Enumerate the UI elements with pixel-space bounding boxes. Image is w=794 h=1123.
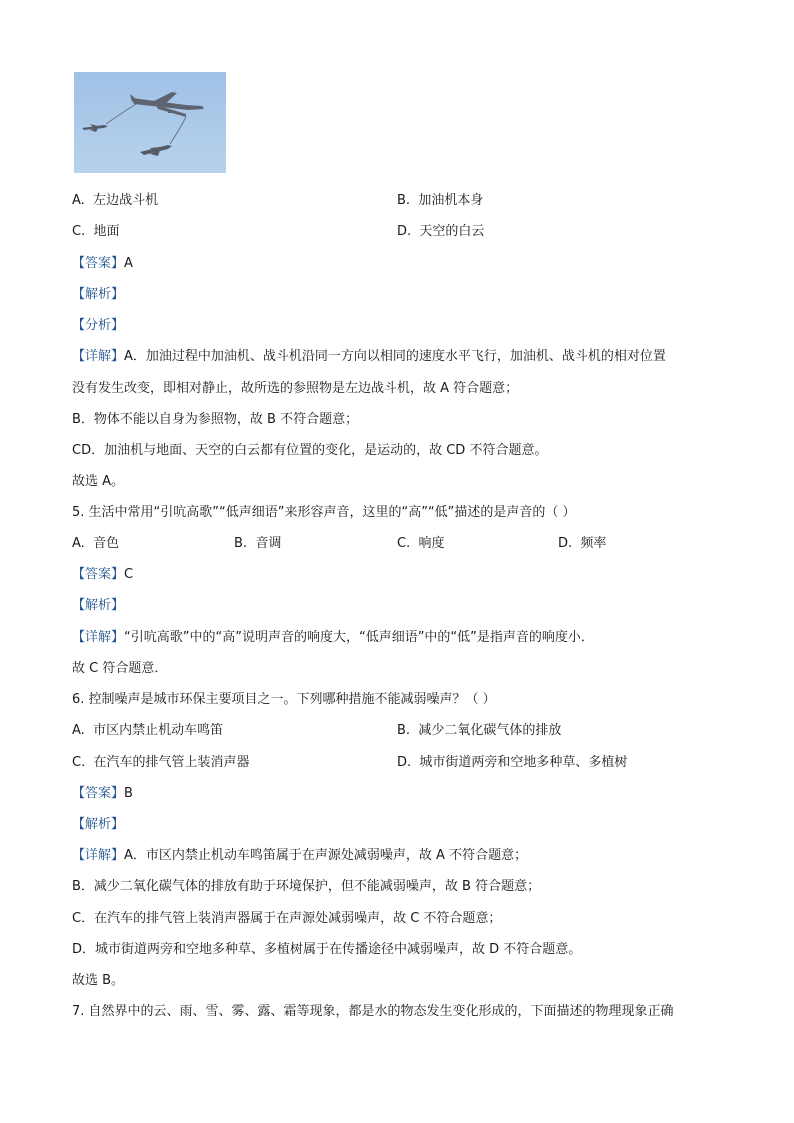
q6-detail-line-5: 故选 B。 bbox=[72, 973, 125, 988]
option-text: 音色 bbox=[93, 536, 120, 551]
q5-detail-line-2: 故 C 符合题意． bbox=[72, 661, 168, 676]
q6-detail-line-4: D．城市街道两旁和空地多种草、多植树属于在传播途径中减弱噪声，故 D 不符合题意。 bbox=[72, 942, 582, 957]
q5-option-c bbox=[397, 535, 445, 553]
option-text: 加油机本身 bbox=[418, 193, 484, 208]
q4-detail-line-1 bbox=[72, 348, 666, 366]
q6-option-b bbox=[397, 722, 561, 740]
option-text: 天空的白云 bbox=[419, 224, 485, 239]
q4-detail-line-5: 故选 A。 bbox=[72, 474, 125, 489]
q6-detail-line-2: B．减少二氧化碳气体的排放有助于环境保护，但不能减弱噪声，故 B 符合题意； bbox=[72, 879, 541, 894]
option-letter: B. bbox=[397, 193, 411, 208]
q6-question: 6. 控制噪声是城市环保主要项目之一。下列哪种措施不能减弱噪声？（ ） bbox=[72, 692, 496, 707]
option-text: 城市街道两旁和空地多种草、多植树 bbox=[419, 755, 628, 770]
q6-detail-line-1 bbox=[72, 847, 527, 865]
option-letter: B. bbox=[397, 723, 411, 738]
aerial-refueling-image bbox=[74, 72, 226, 173]
answer-tag: 【答案】 bbox=[72, 567, 125, 582]
option-letter: A. bbox=[72, 723, 85, 738]
detail-text: A．加油过程中加油机、战斗机沿同一方向以相同的速度水平飞行，加油机、战斗机的相对位置 bbox=[124, 349, 666, 364]
q4-option-c bbox=[72, 223, 120, 241]
option-letter: D. bbox=[558, 536, 573, 551]
detail-text: “引吭高歌”中的“高”说明声音的响度大，“低声细语”中的“低”是指声音的响度小． bbox=[124, 630, 594, 645]
q5-option-a bbox=[72, 535, 119, 553]
q5-option-b bbox=[234, 535, 281, 553]
q4-fenxi-tag: 【分析】 bbox=[72, 318, 125, 333]
q7-question: 7. 自然界中的云、雨、雪、雾、露、霜等现象，都是水的物态发生变化形成的，下面描述的物理现象正确 bbox=[72, 1004, 674, 1019]
q4-option-a bbox=[72, 192, 158, 210]
q6-option-a bbox=[72, 722, 223, 740]
answer-tag: 【答案】 bbox=[72, 256, 125, 271]
q4-option-b bbox=[397, 192, 483, 210]
option-text: 减少二氧化碳气体的排放 bbox=[418, 723, 562, 738]
detail-tag: 【详解】 bbox=[72, 630, 125, 645]
q4-option-d bbox=[397, 223, 484, 241]
option-letter: B. bbox=[234, 536, 248, 551]
option-letter: D. bbox=[397, 755, 412, 770]
q6-detail-line-3: C．在汽车的排气管上装消声器属于在声源处减弱噪声，故 C 不符合题意； bbox=[72, 911, 502, 926]
refueling-photo bbox=[74, 72, 226, 173]
q6-option-d bbox=[397, 754, 627, 772]
option-letter: C. bbox=[72, 755, 86, 770]
option-letter: C. bbox=[72, 224, 86, 239]
option-text: 市区内禁止机动车鸣笛 bbox=[93, 723, 224, 738]
q4-detail-line-4: CD．加油机与地面、天空的白云都有位置的变化，是运动的，故 CD 不符合题意。 bbox=[72, 443, 548, 458]
option-letter: D. bbox=[397, 224, 412, 239]
q5-question: 5. 生活中常用“引吭高歌”“低声细语”来形容声音，这里的“高”“低”描述的是声音的（ ） bbox=[72, 505, 576, 520]
option-letter: C. bbox=[397, 536, 411, 551]
option-text: 左边战斗机 bbox=[93, 193, 159, 208]
answer-value: A bbox=[124, 256, 133, 271]
q6-answer bbox=[72, 785, 133, 803]
q4-detail-line-3: B．物体不能以自身为参照物，故 B 不符合题意； bbox=[72, 412, 359, 427]
q6-option-c bbox=[72, 754, 250, 772]
detail-text: A．市区内禁止机动车鸣笛属于在声源处减弱噪声，故 A 不符合题意； bbox=[124, 848, 528, 863]
answer-tag: 【答案】 bbox=[72, 786, 125, 801]
detail-tag: 【详解】 bbox=[72, 349, 125, 364]
detail-tag: 【详解】 bbox=[72, 848, 125, 863]
answer-value: C bbox=[124, 567, 134, 582]
q5-analysis-tag: 【解析】 bbox=[72, 598, 125, 613]
option-text: 响度 bbox=[418, 536, 445, 551]
option-text: 音调 bbox=[255, 536, 282, 551]
answer-value: B bbox=[124, 786, 133, 801]
option-letter: A. bbox=[72, 536, 85, 551]
q4-analysis-tag: 【解析】 bbox=[72, 287, 125, 302]
option-text: 地面 bbox=[93, 224, 120, 239]
q5-answer bbox=[72, 566, 133, 584]
q5-detail-line-1 bbox=[72, 629, 594, 647]
q5-option-d bbox=[558, 535, 606, 553]
option-text: 在汽车的排气管上装消声器 bbox=[93, 755, 250, 770]
option-text: 频率 bbox=[580, 536, 607, 551]
q6-analysis-tag: 【解析】 bbox=[72, 817, 125, 832]
q4-detail-line-2: 没有发生改变，即相对静止，故所选的参照物是左边战斗机，故 A 符合题意； bbox=[72, 381, 519, 396]
option-letter: A. bbox=[72, 193, 85, 208]
q4-answer bbox=[72, 255, 133, 273]
